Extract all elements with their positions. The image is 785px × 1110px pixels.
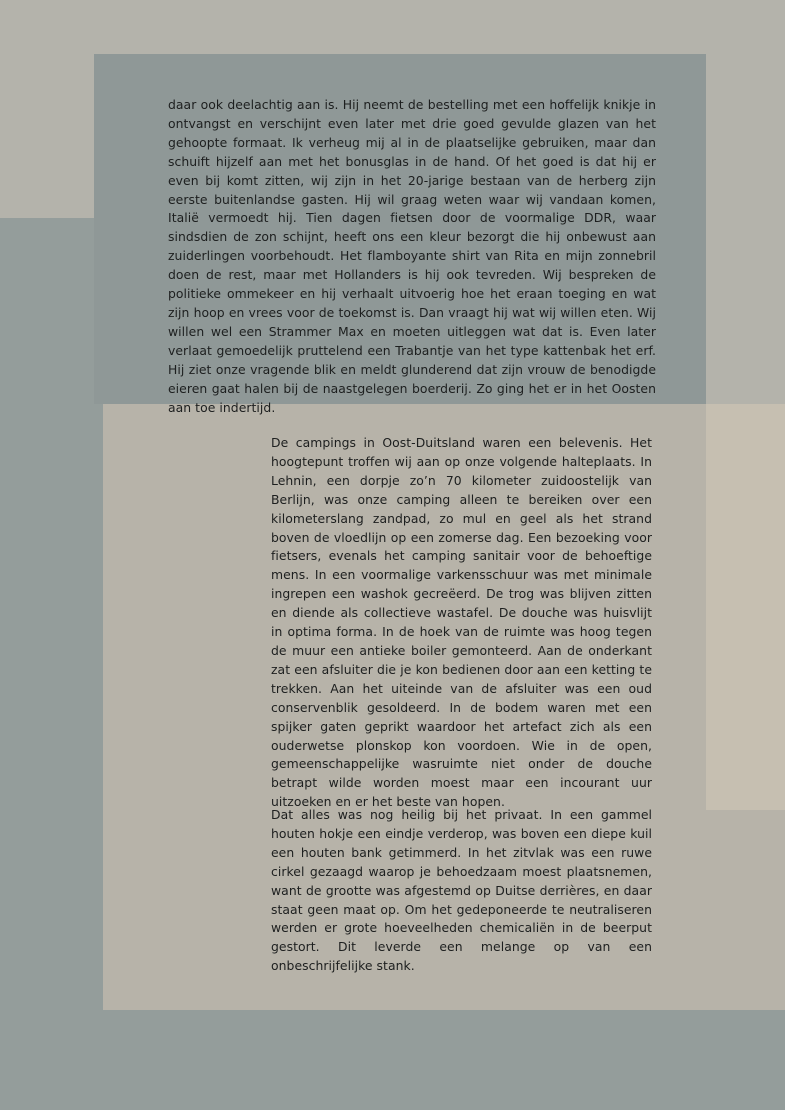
paragraph-herberg: daar ook deelachtig aan is. Hij neemt de bestelling met een hoffelijk knikje in ontvangst en verschijnt even later met drie goed gevulde glazen van het gehoopte formaat. Ik verheug mij al in de plaatselijke gebruiken, maar dan schuift hijzelf aan met het bonusglas in de hand. Of het goed is dat hij er even bij komt zitten, wij zijn in het 20-jarige bestaan van de herberg zijn eerste buitenlandse gasten. Hij wil graag weten waar wij vandaan komen, Italië vermoedt hij. Tien dagen fietsen door de voormalige DDR, waar sindsdien de zon schijnt, heeft ons een kleur bezorgt die hij onbewust aan zuiderlingen voorbehoudt. Het flamboyante shirt van Rita en mijn zonnebril doen de rest, maar met Hollanders is hij ook tevreden. Wij bespreken de politieke ommekeer en hij verhaalt uitvoerig hoe het eraan toeging en wat zijn hoop en vrees voor de toekomst is. Dan vraagt hij wat wij willen eten. Wij willen wel een Strammer Max en moeten uitleggen wat dat is. Even later verlaat gemoedelijk pruttelend een Trabantje van het type kattenbak het erf. Hij ziet onze vragende blik en meldt glunderend dat zijn vrouw de benodigde eieren gaat halen bij de naastgelegen boerderij. Zo ging het er in het Oosten aan toe indertijd.: [168, 97, 656, 415]
background-right-light-block: [706, 54, 785, 404]
paragraph-privaat: Dat alles was nog heilig bij het privaat. In een gammel houten hokje een eindje verderop, was boven een diepe kuil een houten bank getimmerd. In het zitvlak was een ruwe cirkel gezaagd waarop je behoedzaam moest plaatsnemen, want de grootte was afgestemd op Duitse derrières, en daar staat geen maat op. Om het gedeponeerde te neutraliseren werden er grote hoeveelheden chemicaliën in de beerput gestort. Dit leverde een melange op van een onbeschrijfelijke stank.: [271, 807, 652, 974]
background-right-beige-block: [706, 404, 785, 810]
paragraph-campings: De campings in Oost-Duitsland waren een belevenis. Het hoogtepunt troffen wij aan op onze volgende halteplaats. In Lehnin, een dorpje zo’n 70 kilometer zuidoostelijk van Berlijn, was onze camping alleen te bereiken over een kilometerslang zandpad, zo mul en geel als het strand boven de vloedlijn op een zomerse dag. Een bezoeking voor fietsers, evenals het camping sanitair voor de behoeftige mens. In een voormalige varkensschuur was met minimale ingrepen een washok gecreëerd. De trog was blijven zitten en diende als collectieve wastafel. De douche was huisvlijt in optima forma. In de hoek van de ruimte was hoog tegen de muur een antieke boiler gemonteerd. Aan de onderkant zat een afsluiter die je kon bedienen door aan een ketting te trekken. Aan het uiteinde van de afsluiter was een oud conservenblik gesoldeerd. In de bodem waren met een spijker gaten geprikt waardoor het artefact zich als een ouderwetse plonskop kon voordoen. Wie in de open, gemeenschappelijke wasruimte niet onder de douche betrapt wilde worden moest maar een incourant uur uitzoeken en er het beste van hopen.: [271, 435, 652, 810]
background-left-block: [0, 54, 94, 218]
background-top-strip: [0, 0, 785, 54]
